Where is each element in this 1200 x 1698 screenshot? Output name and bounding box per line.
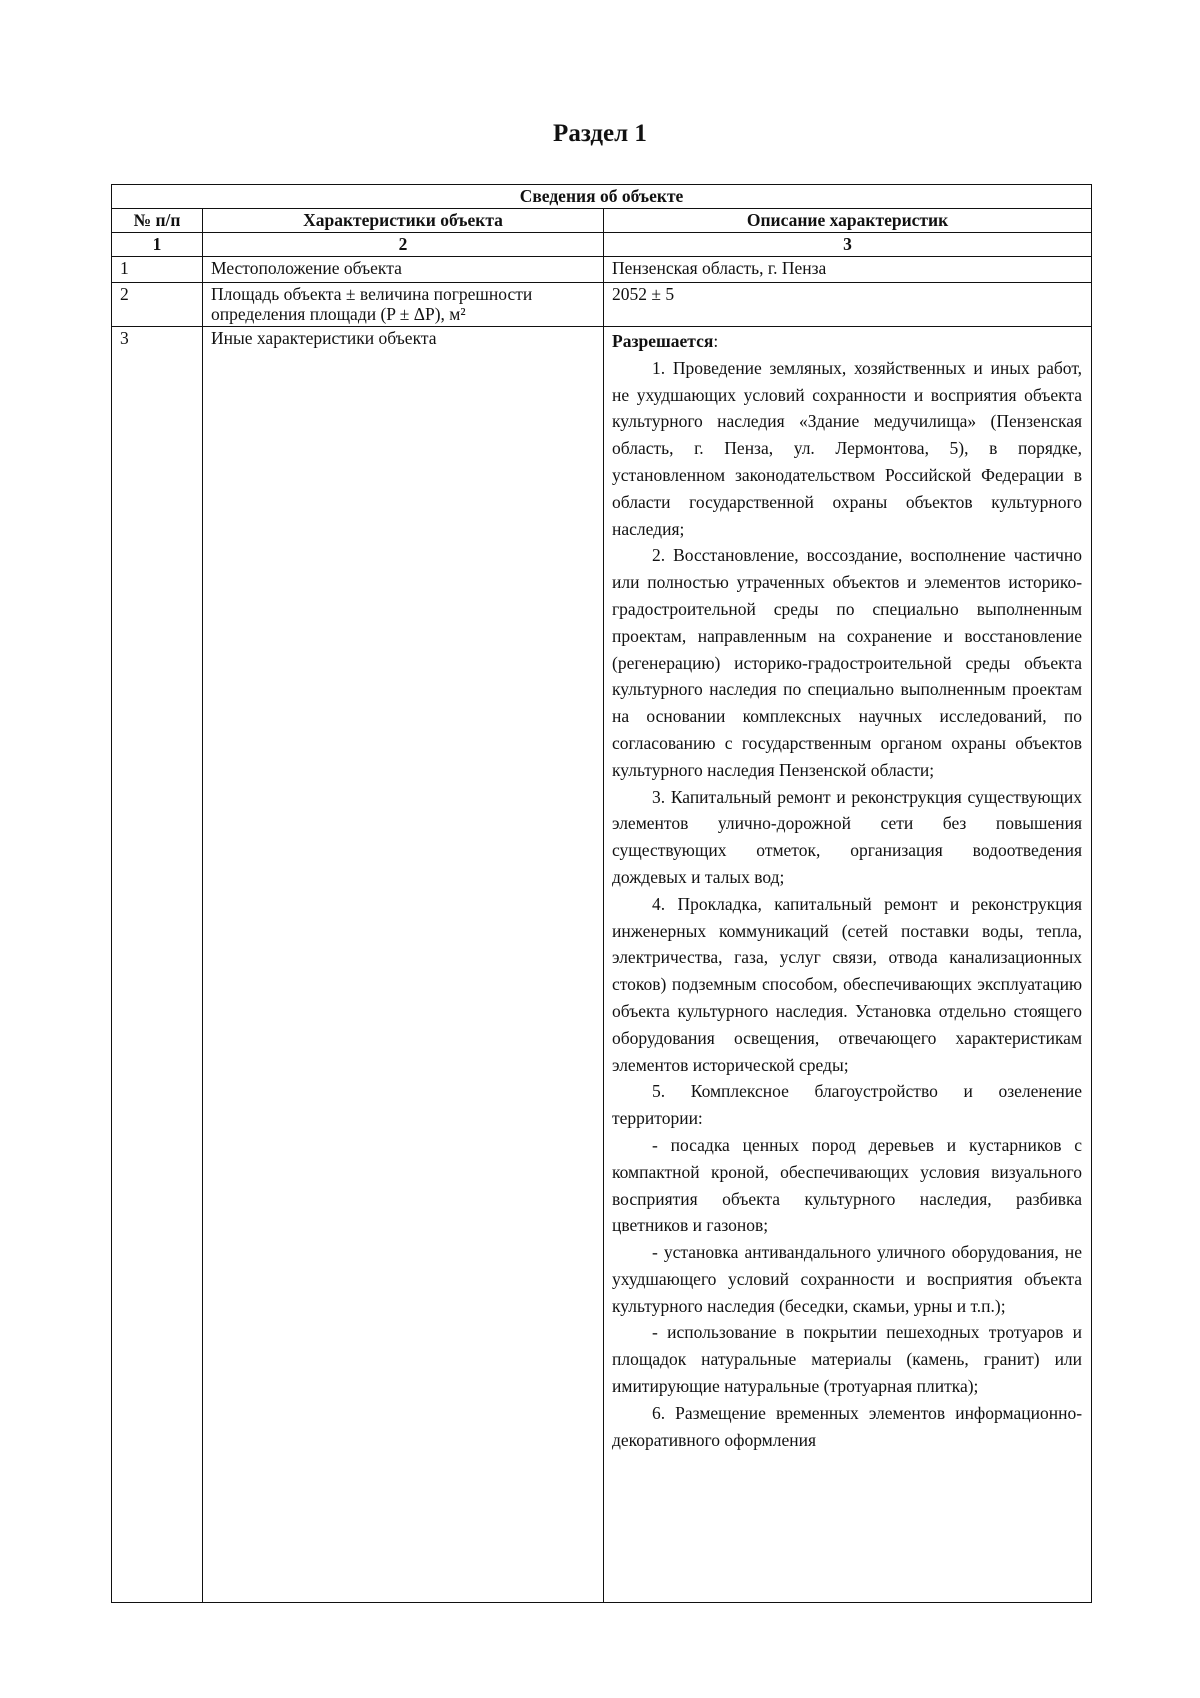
column-number-1: 1 bbox=[112, 233, 203, 257]
description-paragraph: - установка антивандального уличного оборудования, не ухудшающего условий сохранности и восприятия объекта культурного наследия (беседки, скамьи, урны и т.п.); bbox=[612, 1242, 1083, 1316]
table-caption: Сведения об объекте bbox=[112, 185, 1092, 209]
header-number: № п/п bbox=[112, 209, 203, 233]
row-description bbox=[604, 327, 1092, 1603]
table-row bbox=[112, 327, 1092, 1603]
row-number: 3 bbox=[112, 327, 203, 1603]
column-number-2: 2 bbox=[203, 233, 604, 257]
description-paragraph: - использование в покрытии пешеходных тротуаров и площадок натуральные материалы (камень, гранит) или имитирующие натуральные (тротуарная плитка); bbox=[612, 1322, 1083, 1397]
row-number: 2 bbox=[112, 283, 203, 327]
description-paragraph: 3. Капитальный ремонт и реконструкция существующих элементов улично-дорожной сети без повышения существующих отметок, организация водоотведения дождевых и талых вод; bbox=[612, 786, 1083, 887]
description-heading-line bbox=[612, 328, 1082, 355]
section-title: Раздел 1 bbox=[553, 120, 647, 147]
description-paragraph: 2. Восстановление, воссоздание, восполнение частично или полностью утраченных объектов и элементов историко-градостроительной среды по специально выполненным проектам, направленным на сохранение и восстановление (регенерацию) историко-градостроительной среды объекта культурного наследия по специально выполненным проектам на основании комплексных научных исследований, по согласованию с государственным органом охраны объектов культурного наследия Пензенской области; bbox=[612, 545, 1083, 780]
table-row bbox=[112, 257, 1092, 283]
description-paragraph: - посадка ценных пород деревьев и кустарников с компактной кроной, обеспечивающих условия визуального восприятия объекта культурного наследия, разбивка цветников и газонов; bbox=[612, 1134, 1083, 1236]
table-row bbox=[112, 283, 1092, 327]
object-info-table bbox=[111, 184, 1092, 1603]
header-description: Описание характеристик bbox=[604, 209, 1092, 233]
row-characteristic: Иные характеристики объекта bbox=[203, 327, 604, 1603]
row-characteristic: Площадь объекта ± величина погрешности определения площади (P ± ΔP), м² bbox=[203, 283, 604, 327]
description-paragraph: 6. Размещение временных элементов информационно-декоративного оформления bbox=[612, 1402, 1083, 1450]
table-caption-row bbox=[112, 185, 1092, 209]
row-description: Пензенская область, г. Пенза bbox=[604, 257, 1092, 283]
row-number: 1 bbox=[112, 257, 203, 283]
row-characteristic: Местоположение объекта bbox=[203, 257, 604, 283]
header-characteristic: Характеристики объекта bbox=[203, 209, 604, 233]
description-paragraph: 5. Комплексное благоустройство и озеленение территории: bbox=[612, 1081, 1083, 1129]
description-paragraph: 4. Прокладка, капитальный ремонт и реконструкция инженерных коммуникаций (сетей поставки воды, тепла, электричества, газа, услуг связи, отвода канализационных стоков) подземным способом, обеспечивающих эксплуатацию объекта культурного наследия. Установка отдельно стоящего оборудования освещения, отвечающего характеристикам элементов исторической среды; bbox=[612, 893, 1083, 1075]
column-number-3: 3 bbox=[604, 233, 1092, 257]
row-description: 2052 ± 5 bbox=[604, 283, 1092, 327]
description-paragraph: 1. Проведение земляных, хозяйственных и иных работ, не ухудшающих условий сохранности и восприятия объекта культурного наследия «Здание медучилища» (Пензенская область, г. Пенза, ул. Лермонтова, 5), в порядке, установленном законодательством Российской Федерации в области государственной охраны объектов культурного наследия; bbox=[612, 357, 1083, 539]
column-number-row bbox=[112, 233, 1092, 257]
table-header-row bbox=[112, 209, 1092, 233]
description-heading-colon: : bbox=[713, 331, 719, 351]
description-heading: Разрешается bbox=[612, 331, 714, 351]
